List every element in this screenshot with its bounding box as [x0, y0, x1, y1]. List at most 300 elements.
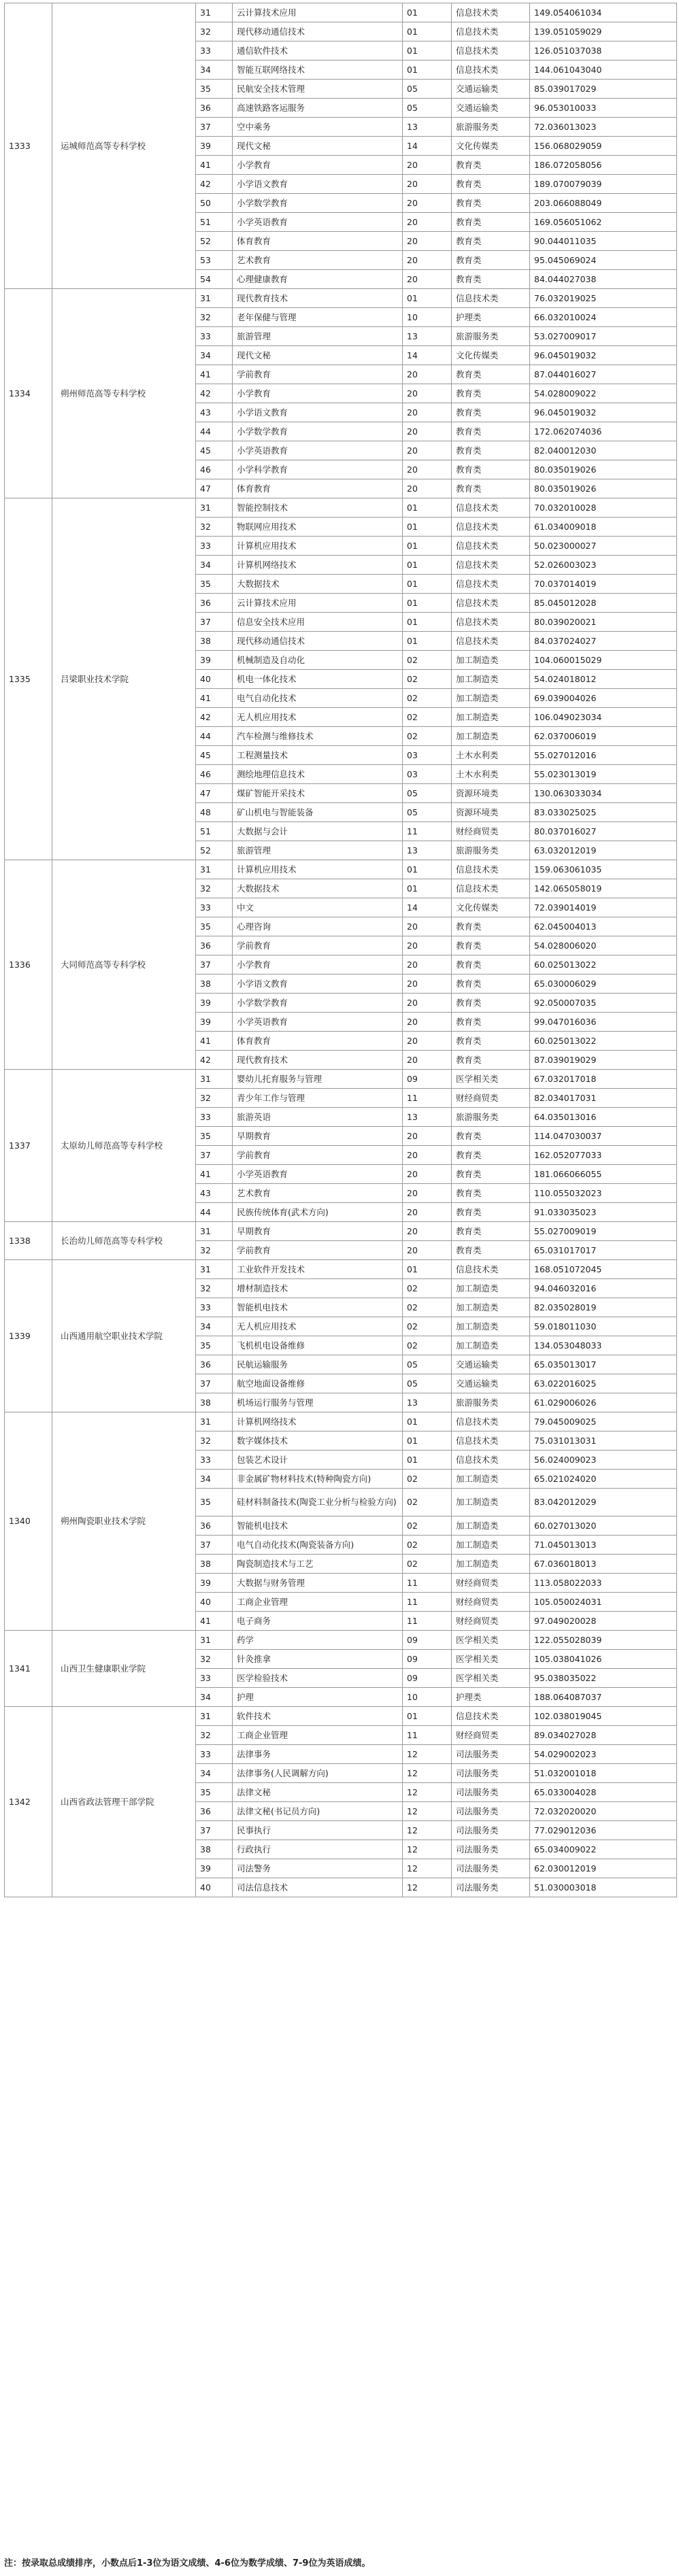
total-score: 156.068029059	[530, 137, 677, 156]
major-name: 婴幼儿托育服务与管理	[233, 1070, 403, 1089]
category-name: 信息技术类	[452, 860, 530, 879]
category-code: 01	[403, 575, 452, 594]
total-score: 94.046032016	[530, 1279, 677, 1298]
major-code: 44	[196, 727, 233, 746]
category-name: 信息技术类	[452, 537, 530, 556]
major-name: 计算机网络技术	[233, 1412, 403, 1431]
category-code: 11	[403, 1612, 452, 1631]
category-name: 交通运输类	[452, 1355, 530, 1374]
major-code: 37	[196, 1374, 233, 1393]
major-name: 司法信息技术	[233, 1878, 403, 1897]
category-code: 20	[403, 1203, 452, 1222]
category-code: 01	[403, 556, 452, 575]
total-score: 87.044016027	[530, 365, 677, 384]
major-code: 39	[196, 994, 233, 1013]
table-body	[5, 3, 677, 1897]
category-name: 医学相关类	[452, 1650, 530, 1669]
major-name: 汽车检测与维修技术	[233, 727, 403, 746]
category-code: 05	[403, 80, 452, 99]
major-code: 50	[196, 194, 233, 213]
major-name: 无人机应用技术	[233, 1317, 403, 1336]
category-code: 20	[403, 422, 452, 441]
total-score: 95.038035022	[530, 1669, 677, 1688]
major-code: 31	[196, 289, 233, 308]
major-name: 药学	[233, 1631, 403, 1650]
category-code: 10	[403, 308, 452, 327]
category-code: 20	[403, 1127, 452, 1146]
total-score: 72.036013023	[530, 118, 677, 137]
category-name: 土木水利类	[452, 746, 530, 765]
major-name: 大数据技术	[233, 879, 403, 898]
total-score: 55.027012016	[530, 746, 677, 765]
table-row	[5, 860, 677, 879]
major-code: 31	[196, 1412, 233, 1431]
category-name: 信息技术类	[452, 498, 530, 518]
major-name: 空中乘务	[233, 118, 403, 137]
category-name: 土木水利类	[452, 765, 530, 784]
total-score: 66.032010024	[530, 308, 677, 327]
major-name: 小学数学教育	[233, 422, 403, 441]
major-code: 42	[196, 708, 233, 727]
category-code: 02	[403, 1489, 452, 1516]
category-code: 20	[403, 270, 452, 289]
major-code: 39	[196, 137, 233, 156]
category-name: 信息技术类	[452, 556, 530, 575]
category-code: 01	[403, 879, 452, 898]
major-name: 非金属矿物材料技术(特种陶瓷方向)	[233, 1470, 403, 1489]
total-score: 56.024009023	[530, 1451, 677, 1470]
category-code: 01	[403, 860, 452, 879]
major-name: 中文	[233, 898, 403, 917]
major-name: 无人机应用技术	[233, 708, 403, 727]
major-code: 43	[196, 403, 233, 422]
total-score: 102.038019045	[530, 1707, 677, 1726]
major-name: 云计算技术应用	[233, 594, 403, 613]
major-code: 36	[196, 1516, 233, 1536]
major-code: 34	[196, 1688, 233, 1707]
category-name: 信息技术类	[452, 22, 530, 41]
major-code: 35	[196, 1127, 233, 1146]
category-code: 12	[403, 1745, 452, 1764]
major-code: 45	[196, 746, 233, 765]
total-score: 181.066066055	[530, 1165, 677, 1184]
major-name: 高速铁路客运服务	[233, 99, 403, 118]
major-code: 43	[196, 1184, 233, 1203]
category-name: 教育类	[452, 1184, 530, 1203]
major-code: 39	[196, 1013, 233, 1032]
total-score: 85.045012028	[530, 594, 677, 613]
total-score: 67.032017018	[530, 1070, 677, 1089]
major-name: 飞机机电设备维修	[233, 1336, 403, 1355]
category-name: 资源环境类	[452, 803, 530, 822]
total-score: 69.039004026	[530, 689, 677, 708]
category-code: 20	[403, 1146, 452, 1165]
total-score: 134.053048033	[530, 1336, 677, 1355]
category-name: 信息技术类	[452, 61, 530, 80]
category-name: 信息技术类	[452, 879, 530, 898]
admission-table	[4, 3, 677, 1897]
total-score: 89.034027028	[530, 1726, 677, 1745]
total-score: 54.024018012	[530, 670, 677, 689]
major-name: 计算机网络技术	[233, 556, 403, 575]
total-score: 79.045009025	[530, 1412, 677, 1431]
category-code: 20	[403, 403, 452, 422]
category-code: 20	[403, 1222, 452, 1241]
major-code: 32	[196, 518, 233, 537]
major-name: 行政执行	[233, 1840, 403, 1859]
total-score: 80.039020021	[530, 613, 677, 632]
major-code: 34	[196, 1764, 233, 1783]
major-name: 小学英语教育	[233, 1013, 403, 1032]
category-code: 01	[403, 594, 452, 613]
category-name: 加工制造类	[452, 1317, 530, 1336]
total-score: 65.021024020	[530, 1470, 677, 1489]
total-score: 54.028006020	[530, 936, 677, 955]
category-name: 加工制造类	[452, 1298, 530, 1317]
major-name: 信息安全技术应用	[233, 613, 403, 632]
school-code: 1337	[5, 1070, 52, 1222]
major-name: 矿山机电与智能装备	[233, 803, 403, 822]
category-code: 02	[403, 1336, 452, 1355]
major-code: 33	[196, 537, 233, 556]
major-name: 法律事务	[233, 1745, 403, 1764]
category-name: 财经商贸类	[452, 1089, 530, 1108]
total-score: 162.052077033	[530, 1146, 677, 1165]
major-name: 民航安全技术管理	[233, 80, 403, 99]
category-name: 教育类	[452, 936, 530, 955]
category-name: 司法服务类	[452, 1840, 530, 1859]
major-name: 现代文秘	[233, 137, 403, 156]
major-name: 学前教育	[233, 1146, 403, 1165]
category-name: 护理类	[452, 1688, 530, 1707]
category-code: 20	[403, 1184, 452, 1203]
major-name: 云计算技术应用	[233, 3, 403, 22]
school-code: 1340	[5, 1412, 52, 1631]
total-score: 76.032019025	[530, 289, 677, 308]
total-score: 60.025013022	[530, 955, 677, 975]
major-name: 陶瓷制造技术与工艺	[233, 1555, 403, 1574]
major-name: 旅游英语	[233, 1108, 403, 1127]
category-name: 信息技术类	[452, 575, 530, 594]
major-name: 小学语文教育	[233, 975, 403, 994]
category-code: 01	[403, 498, 452, 518]
category-name: 加工制造类	[452, 708, 530, 727]
school-code: 1341	[5, 1631, 52, 1707]
major-name: 老年保健与管理	[233, 308, 403, 327]
category-code: 02	[403, 708, 452, 727]
major-name: 工商企业管理	[233, 1726, 403, 1745]
major-code: 36	[196, 99, 233, 118]
category-code: 20	[403, 365, 452, 384]
major-name: 增材制造技术	[233, 1279, 403, 1298]
category-name: 信息技术类	[452, 289, 530, 308]
category-name: 教育类	[452, 441, 530, 460]
category-name: 信息技术类	[452, 613, 530, 632]
category-code: 20	[403, 1013, 452, 1032]
major-code: 38	[196, 975, 233, 994]
major-code: 38	[196, 632, 233, 651]
major-name: 通信软件技术	[233, 41, 403, 61]
school-name: 朔州陶瓷职业技术学院	[52, 1412, 196, 1631]
major-name: 机电一体化技术	[233, 670, 403, 689]
total-score: 52.026003023	[530, 556, 677, 575]
school-name: 朔州师范高等专科学校	[52, 289, 196, 498]
table-row	[5, 3, 677, 22]
category-code: 13	[403, 1393, 452, 1412]
category-code: 09	[403, 1631, 452, 1650]
total-score: 189.070079039	[530, 175, 677, 194]
category-name: 财经商贸类	[452, 1612, 530, 1631]
total-score: 80.035019026	[530, 460, 677, 479]
category-code: 02	[403, 727, 452, 746]
category-name: 教育类	[452, 975, 530, 994]
total-score: 83.042012029	[530, 1489, 677, 1516]
category-code: 02	[403, 1516, 452, 1536]
major-code: 52	[196, 841, 233, 860]
school-code: 1333	[5, 3, 52, 289]
total-score: 139.051059029	[530, 22, 677, 41]
category-name: 加工制造类	[452, 1279, 530, 1298]
major-name: 体育教育	[233, 232, 403, 251]
category-name: 教育类	[452, 194, 530, 213]
school-code: 1336	[5, 860, 52, 1070]
total-score: 65.030006029	[530, 975, 677, 994]
category-name: 教育类	[452, 479, 530, 498]
total-score: 188.064087037	[530, 1688, 677, 1707]
category-name: 司法服务类	[452, 1783, 530, 1802]
category-name: 教育类	[452, 1127, 530, 1146]
major-code: 33	[196, 1108, 233, 1127]
major-name: 法律事务(人民调解方向)	[233, 1764, 403, 1783]
major-name: 智能机电技术	[233, 1298, 403, 1317]
total-score: 105.050024031	[530, 1593, 677, 1612]
category-code: 11	[403, 1593, 452, 1612]
total-score: 113.058022033	[530, 1574, 677, 1593]
category-code: 01	[403, 22, 452, 41]
category-name: 教育类	[452, 1013, 530, 1032]
total-score: 142.065058019	[530, 879, 677, 898]
category-code: 11	[403, 1574, 452, 1593]
category-code: 20	[403, 479, 452, 498]
major-name: 小学数学教育	[233, 994, 403, 1013]
category-code: 05	[403, 784, 452, 803]
major-code: 54	[196, 270, 233, 289]
total-score: 63.032012019	[530, 841, 677, 860]
major-name: 智能机电技术	[233, 1516, 403, 1536]
major-name: 包装艺术设计	[233, 1451, 403, 1470]
category-code: 05	[403, 99, 452, 118]
category-code: 13	[403, 841, 452, 860]
category-name: 司法服务类	[452, 1745, 530, 1764]
major-code: 39	[196, 651, 233, 670]
total-score: 70.037014019	[530, 575, 677, 594]
total-score: 71.045013013	[530, 1536, 677, 1555]
category-code: 11	[403, 1089, 452, 1108]
major-code: 38	[196, 1840, 233, 1859]
category-name: 教育类	[452, 1203, 530, 1222]
major-code: 40	[196, 1593, 233, 1612]
category-code: 01	[403, 613, 452, 632]
total-score: 99.047016036	[530, 1013, 677, 1032]
category-name: 信息技术类	[452, 1451, 530, 1470]
total-score: 149.054061034	[530, 3, 677, 22]
major-name: 小学教育	[233, 384, 403, 403]
total-score: 51.030003018	[530, 1878, 677, 1897]
category-code: 20	[403, 1051, 452, 1070]
table-row	[5, 498, 677, 518]
category-name: 旅游服务类	[452, 327, 530, 346]
category-code: 02	[403, 1536, 452, 1555]
total-score: 50.023000027	[530, 537, 677, 556]
total-score: 61.034009018	[530, 518, 677, 537]
major-name: 软件技术	[233, 1707, 403, 1726]
category-name: 文化传媒类	[452, 898, 530, 917]
category-code: 01	[403, 1431, 452, 1451]
category-name: 加工制造类	[452, 1470, 530, 1489]
major-name: 现代教育技术	[233, 1051, 403, 1070]
major-code: 44	[196, 1203, 233, 1222]
total-score: 70.032010028	[530, 498, 677, 518]
category-code: 01	[403, 518, 452, 537]
total-score: 186.072058056	[530, 156, 677, 175]
major-code: 31	[196, 1222, 233, 1241]
total-score: 159.063061035	[530, 860, 677, 879]
category-code: 14	[403, 137, 452, 156]
category-name: 教育类	[452, 1222, 530, 1241]
total-score: 55.027009019	[530, 1222, 677, 1241]
total-score: 104.060015029	[530, 651, 677, 670]
category-code: 05	[403, 1355, 452, 1374]
major-code: 38	[196, 1555, 233, 1574]
major-code: 40	[196, 1878, 233, 1897]
major-name: 学前教育	[233, 936, 403, 955]
total-score: 72.032020020	[530, 1802, 677, 1821]
category-name: 教育类	[452, 403, 530, 422]
major-code: 33	[196, 1669, 233, 1688]
major-code: 51	[196, 822, 233, 841]
major-code: 40	[196, 670, 233, 689]
major-code: 32	[196, 1431, 233, 1451]
major-name: 民航运输服务	[233, 1355, 403, 1374]
category-code: 20	[403, 917, 452, 936]
category-code: 20	[403, 441, 452, 460]
category-code: 01	[403, 61, 452, 80]
category-name: 加工制造类	[452, 1516, 530, 1536]
total-score: 80.037016027	[530, 822, 677, 841]
major-code: 39	[196, 1574, 233, 1593]
total-score: 62.045004013	[530, 917, 677, 936]
total-score: 82.034017031	[530, 1089, 677, 1108]
total-score: 96.045019032	[530, 346, 677, 365]
category-name: 加工制造类	[452, 727, 530, 746]
major-name: 早期教育	[233, 1127, 403, 1146]
category-code: 20	[403, 975, 452, 994]
major-code: 41	[196, 1032, 233, 1051]
total-score: 55.023013019	[530, 765, 677, 784]
category-name: 财经商贸类	[452, 1574, 530, 1593]
category-code: 01	[403, 1412, 452, 1431]
category-code: 10	[403, 1688, 452, 1707]
total-score: 54.028009022	[530, 384, 677, 403]
total-score: 126.051037038	[530, 41, 677, 61]
major-code: 32	[196, 879, 233, 898]
major-code: 46	[196, 460, 233, 479]
major-code: 41	[196, 365, 233, 384]
category-code: 20	[403, 994, 452, 1013]
major-code: 33	[196, 1745, 233, 1764]
major-code: 34	[196, 1470, 233, 1489]
major-code: 37	[196, 955, 233, 975]
major-name: 电气自动化技术	[233, 689, 403, 708]
school-name: 运城师范高等专科学校	[52, 3, 196, 289]
category-code: 14	[403, 898, 452, 917]
total-score: 96.045019032	[530, 403, 677, 422]
major-code: 53	[196, 251, 233, 270]
category-name: 旅游服务类	[452, 118, 530, 137]
category-name: 信息技术类	[452, 632, 530, 651]
major-code: 33	[196, 1298, 233, 1317]
school-code: 1335	[5, 498, 52, 860]
category-code: 11	[403, 1726, 452, 1745]
major-name: 小学教育	[233, 955, 403, 975]
total-score: 92.050007035	[530, 994, 677, 1013]
major-name: 医学检验技术	[233, 1669, 403, 1688]
table-row	[5, 1222, 677, 1241]
table-row	[5, 289, 677, 308]
category-name: 教育类	[452, 175, 530, 194]
major-code: 38	[196, 1393, 233, 1412]
school-code: 1334	[5, 289, 52, 498]
major-code: 36	[196, 1355, 233, 1374]
major-code: 31	[196, 1070, 233, 1089]
category-name: 司法服务类	[452, 1859, 530, 1878]
category-name: 医学相关类	[452, 1631, 530, 1650]
category-code: 20	[403, 1241, 452, 1260]
major-name: 学前教育	[233, 1241, 403, 1260]
major-name: 民事执行	[233, 1821, 403, 1840]
major-code: 42	[196, 384, 233, 403]
total-score: 65.034009022	[530, 1840, 677, 1859]
major-name: 小学英语教育	[233, 441, 403, 460]
major-code: 31	[196, 860, 233, 879]
category-name: 医学相关类	[452, 1669, 530, 1688]
category-code: 09	[403, 1070, 452, 1089]
category-name: 加工制造类	[452, 1536, 530, 1555]
major-code: 35	[196, 1783, 233, 1802]
category-code: 01	[403, 289, 452, 308]
total-score: 91.033035023	[530, 1203, 677, 1222]
major-name: 测绘地理信息技术	[233, 765, 403, 784]
major-code: 48	[196, 803, 233, 822]
category-code: 01	[403, 1260, 452, 1279]
major-name: 小学数学教育	[233, 194, 403, 213]
major-code: 37	[196, 118, 233, 137]
total-score: 87.039019029	[530, 1051, 677, 1070]
school-name: 吕梁职业技术学院	[52, 498, 196, 860]
footnote: 注：按录取总成绩排序，小数点后1-3位为语文成绩、4-6位为数学成绩、7-9位为英语成绩。	[4, 2558, 371, 2569]
total-score: 84.044027038	[530, 270, 677, 289]
major-code: 32	[196, 22, 233, 41]
category-name: 司法服务类	[452, 1878, 530, 1897]
major-code: 51	[196, 213, 233, 232]
category-code: 02	[403, 1317, 452, 1336]
major-code: 33	[196, 327, 233, 346]
category-name: 加工制造类	[452, 670, 530, 689]
category-name: 信息技术类	[452, 1707, 530, 1726]
major-code: 31	[196, 3, 233, 22]
total-score: 64.035013016	[530, 1108, 677, 1127]
major-name: 旅游管理	[233, 327, 403, 346]
